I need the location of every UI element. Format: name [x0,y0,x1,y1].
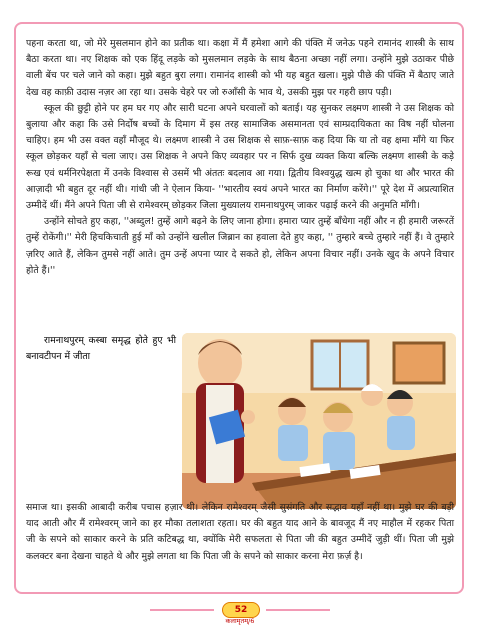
classroom-illustration [182,333,456,509]
classroom-image [182,333,456,509]
paragraph-father-intro [26,214,454,279]
book-label: कलामृतम्/6 [225,617,255,625]
wrap-paragraph-ramanathapuram: रामनाथपुरम् कस्बा समृद्ध होते हुए भी बनावटीपन में जीता [26,335,176,363]
paragraph-bottom-wrap [26,500,454,565]
paragraph-school: स्कूल की छुट्टी होने पर हम घर गए और सारी घटना अपने घरवालों को बताई। यह सुनकर लक्ष्मण शास्त्री ने उस शिक्षक को बुलाया और कहा कि उसे निर्दोष बच्चों के दिमाग में इस तरह सामाजिक असमानता एवं साम्प्रदायिकता का विष नहीं घोलना चाहिए। हम भी उस वक्त वहाँ मौजूद थे। लक्ष्मण शास्त्री ने उस शिक्षक से साफ़-साफ़ कह दिया कि या तो वह क्षमा माँगे या फिर स्कूल छोड़कर यहाँ से चला जाए। उस शिक्षक ने अपने किए व्यवहार पर न सिर्फ दुख व्यक्त किया बल्कि लक्ष्मण शास्त्री के कड़े रूख एवं धर्मनिरपेक्षता में उनके विश्वास से उसमें भी अंततः बदलाव आ गया। द्वितीय विश्वयुद्ध खत्म हो चुका था और भारत की आज़ादी भी बहुत दूर नहीं थी। गांधी जी ने ऐलान किया- ''भारतीय स्वयं अपने भारत का निर्माण करेंगे।'' पूरे देश में अप्रत्याशित उम्मीदें थीं। मैंने अपने पिता जी से रामेश्वरम् छोड़कर जिला मुख्यालय रामनाथपुरम् जाकर पढ़ाई करने की अनुमति माँगी। [26,102,454,212]
paragraph-top: पहना करता था, जो मेरे मुसलमान होने का प्रतीक था। कक्षा में मैं हमेशा आगे की पंक्ति में जनेऊ पहने रामानंद शास्त्री के साथ बैठा करता था। नए शिक्षक को एक हिंदू लड़के को मुसलमान लड़के के साथ बैठना अच्छा नहीं लगा। उन्होंने मुझे उठाकर पीछे वाली बेंच पर चले जाने को कहा। मुझे बहुत बुरा लगा। रामानंद शास्त्री को भी यह बहुत खला। मुझे पीछे की पंक्ति में बैठाए जाते देख वह काफ़ी उदास नज़र आ रहा था। उसके चेहरे पर जो रुआँसी के भाव थे, उसकी मुझ पर गहरी छाप पड़ी। [26,38,454,98]
wrap-section [26,333,454,365]
page-number: 52 [222,602,260,618]
footer-line-right [266,609,330,611]
paragraph-father-line: उन्होंने सोचते हुए कहा, ''अब्दुल! तुम्हें आगे बढ़ने के लिए जाना होगा। हमारा प्यार तुम्हें बाँधेगा नहीं और न ही हमारी जरूरतें तुम्हें रोकेंगी।'' मेरी हिचकिचाती हुई माँ को उन्होंने खलील जिब्रान का हवाला देते हुए कहा, '' तुम्हारे बच्चे तुम्हारे नहीं हैं। वे तुम्हारे ज़रिए आते हैं, लेकिन तुमसे नहीं आते। तुम उन्हें अपना प्यार दे सकते हो, लेकिन अपना विचार नहीं। उनके खुद के अपने विचार होते हैं।'' [26,216,454,276]
page-content [26,36,454,281]
footer-line-left [150,609,214,611]
paragraph-bottom: समाज था। इसकी आबादी करीब पचास हज़ार थी। लेकिन रामेश्वरम् जैसी सुसंगति और सद्भाव यहाँ नहीं था। मुझे घर की बड़ी याद आती और मैं रामेश्वरम् जाने का हर मौका तलाशता रहता। घर की बहुत याद आने के बावजूद मैं नए माहौल में रहकर पिता जी के सपने को साकार करने के प्रति कटिबद्ध था, क्योंकि मेरी सफलता से पिता जी की बहुत उम्मीदें जुड़ी थीं। पिता जी मुझे कलक्टर बना देखना चाहते थे और मुझे लगता था कि पिता जी के सपने को साकार करना मेरा फ़र्ज़ है। [26,502,454,562]
